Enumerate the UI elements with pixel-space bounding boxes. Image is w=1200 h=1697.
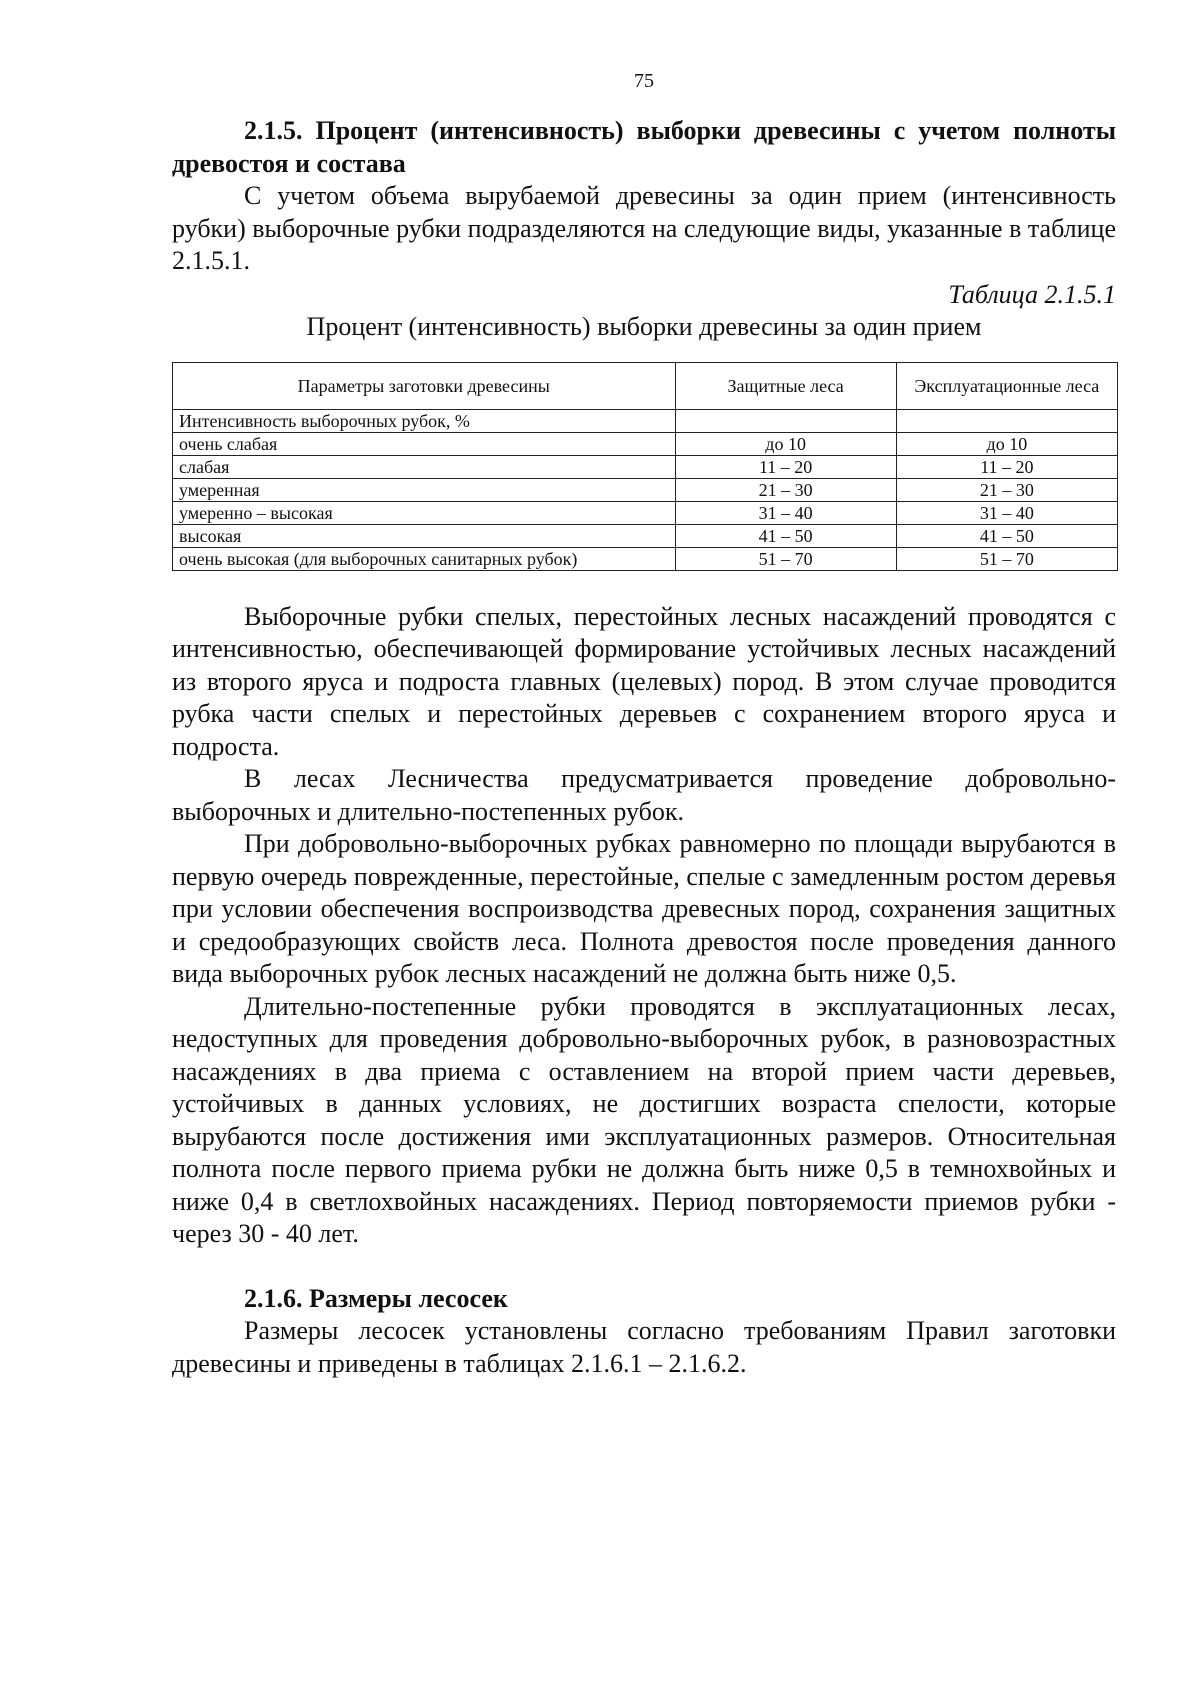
intensity-table <box>172 362 1118 571</box>
table-cell: до 10 <box>675 432 896 455</box>
table-cell: 11 – 20 <box>675 455 896 478</box>
table-header-cell: Защитные леса <box>675 362 896 409</box>
table-cell: умеренная <box>173 478 676 501</box>
table-cell: 21 – 30 <box>896 478 1117 501</box>
table-cell: 51 – 70 <box>896 547 1117 570</box>
table-row <box>173 409 1118 432</box>
body-paragraph: Выборочные рубки спелых, перестойных лесных насаждений проводятся с интенсивностью, обеспечивающей формирование устойчивых лесных насаждений из второго яруса и подроста главных (целевых) пород. В этом случае проводится рубка части спелых и перестойных деревьев с сохранением второго яруса и подроста. <box>172 601 1116 761</box>
section-spacer <box>172 1251 1116 1283</box>
table-row <box>173 501 1118 524</box>
table-cell <box>675 409 896 432</box>
table-cell: 21 – 30 <box>675 478 896 501</box>
table-cell: 41 – 50 <box>675 524 896 547</box>
body-paragraph: Размеры лесосек установлены согласно требованиям Правил заготовки древесины и приведены в таблицах 2.1.6.1 – 2.1.6.2. <box>172 1316 1116 1378</box>
table-cell: 41 – 50 <box>896 524 1117 547</box>
table-cell: 31 – 40 <box>896 501 1117 524</box>
table-cell: высокая <box>173 524 676 547</box>
table-row <box>173 478 1118 501</box>
table-cell: Интенсивность выборочных рубок, % <box>173 409 676 432</box>
section-heading-2-1-6: 2.1.6. Размеры лесосек <box>244 1283 508 1313</box>
table-cell <box>896 409 1117 432</box>
table-row <box>173 524 1118 547</box>
table-row <box>173 432 1118 455</box>
table-header-cell: Эксплуатационные леса <box>896 362 1117 409</box>
body-paragraph: Длительно-постепенные рубки проводятся в эксплуатационных лесах, недоступных для проведения добровольно-выборочных рубок, в разновозрастных насаждениях в два приема с оставлением на второй прием части деревьев, устойчивых в данных условиях, не достигших возраста спелости, которые вырубаются после достижения ими эксплуатационных размеров. Относительная полнота после первого приема рубки не должна быть ниже 0,5 в темнохвойных и ниже 0,4 в светлохвойных насаждениях. Период повторяемости приемов рубки - через 30 - 40 лет. <box>172 991 1116 1248</box>
table-cell: 31 – 40 <box>675 501 896 524</box>
table-title: Процент (интенсивность) выборки древесины за один прием <box>306 312 982 341</box>
table-header-row <box>173 362 1118 409</box>
table-cell: 11 – 20 <box>896 455 1117 478</box>
page-content <box>172 115 1116 1380</box>
table-header-cell: Параметры заготовки древесины <box>173 362 676 409</box>
section-heading-2-1-5: 2.1.5. Процент (интенсивность) выборки древесины с учетом полноты древостоя и состава <box>172 116 1116 178</box>
table-cell: умеренно – высокая <box>173 501 676 524</box>
table-cell: очень слабая <box>173 432 676 455</box>
table-cell: до 10 <box>896 432 1117 455</box>
intro-paragraph: С учетом объема вырубаемой древесины за один прием (интенсивность рубки) выборочные рубки подразделяются на следующие виды, указанные в таблице 2.1.5.1. <box>172 181 1116 275</box>
table-cell: слабая <box>173 455 676 478</box>
table-row <box>173 547 1118 570</box>
table-cell: 51 – 70 <box>675 547 896 570</box>
body-paragraph: В лесах Лесничества предусматривается проведение добровольно-выборочных и длительно-постепенных рубок. <box>172 764 1116 826</box>
table-caption: Таблица 2.1.5.1 <box>948 279 1116 309</box>
table-cell: очень высокая (для выборочных санитарных рубок) <box>173 547 676 570</box>
table-row <box>173 455 1118 478</box>
body-paragraph: При добровольно-выборочных рубках равномерно по площади вырубаются в первую очередь поврежденные, перестойные, спелые с замедленным ростом деревья при условии обеспечения воспроизводства древесных пород, сохранения защитных и средообразующих свойств леса. Полнота древостоя после проведения данного вида выборочных рубок лесных насаждений не должна быть ниже 0,5. <box>172 829 1116 988</box>
page-number: 75 <box>634 70 654 92</box>
